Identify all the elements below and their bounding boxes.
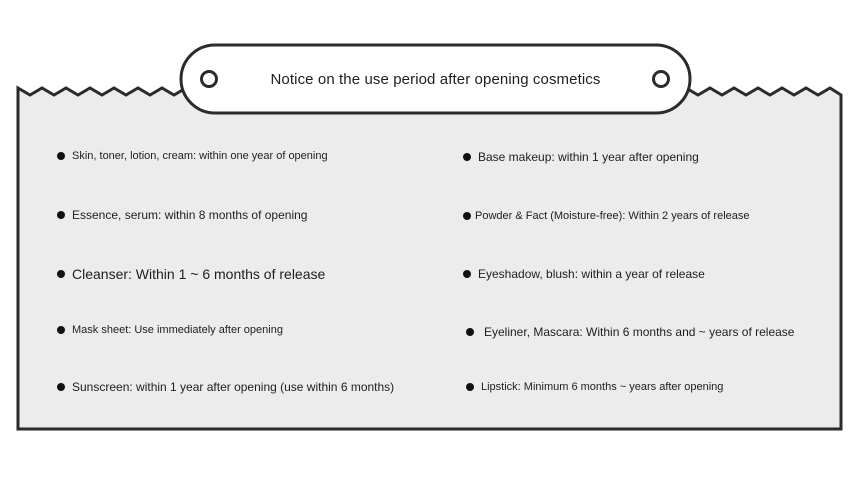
zigzag-panel: [18, 88, 841, 429]
list-item-label: Skin, toner, lotion, cream: within one year of opening: [72, 150, 328, 162]
bullet-icon: [466, 328, 474, 336]
list-item-label: Mask sheet: Use immediately after opening: [72, 324, 283, 336]
list-item-label: Powder & Fact (Moisture-free): Within 2 years of release: [475, 210, 750, 222]
bullet-icon: [463, 270, 471, 278]
list-item: [57, 150, 328, 162]
bullet-icon: [57, 152, 65, 160]
list-item: [463, 210, 749, 222]
list-item-label: Base makeup: within 1 year after opening: [478, 150, 699, 164]
bullet-icon: [57, 270, 65, 278]
bullet-icon: [57, 211, 65, 219]
bullet-icon: [463, 153, 471, 161]
list-item-label: Lipstick: Minimum 6 months ~ years after opening: [481, 381, 724, 393]
list-item-label: Sunscreen: within 1 year after opening (use within 6 months): [72, 380, 395, 394]
list-item-label: Eyeshadow, blush: within a year of release: [478, 267, 705, 281]
list-item: [57, 324, 283, 336]
list-item-label: Essence, serum: within 8 months of opening: [72, 208, 308, 222]
bullet-icon: [57, 383, 65, 391]
list-item: [466, 325, 794, 339]
list-item: [466, 381, 723, 393]
list-item: [463, 150, 699, 164]
list-item: [57, 266, 325, 282]
bullet-icon: [57, 326, 65, 334]
notice-title: Notice on the use period after opening cosmetics: [270, 70, 601, 88]
list-item-label: Eyeliner, Mascara: Within 6 months and ~ years of release: [484, 325, 795, 339]
list-item-label: Cleanser: Within 1 ~ 6 months of release: [72, 266, 326, 282]
list-item: [463, 267, 705, 281]
bullet-icon: [463, 212, 471, 220]
list-item: [57, 380, 394, 394]
list-item: [57, 208, 307, 222]
title-pill: [181, 45, 690, 113]
bullet-icon: [466, 383, 474, 391]
